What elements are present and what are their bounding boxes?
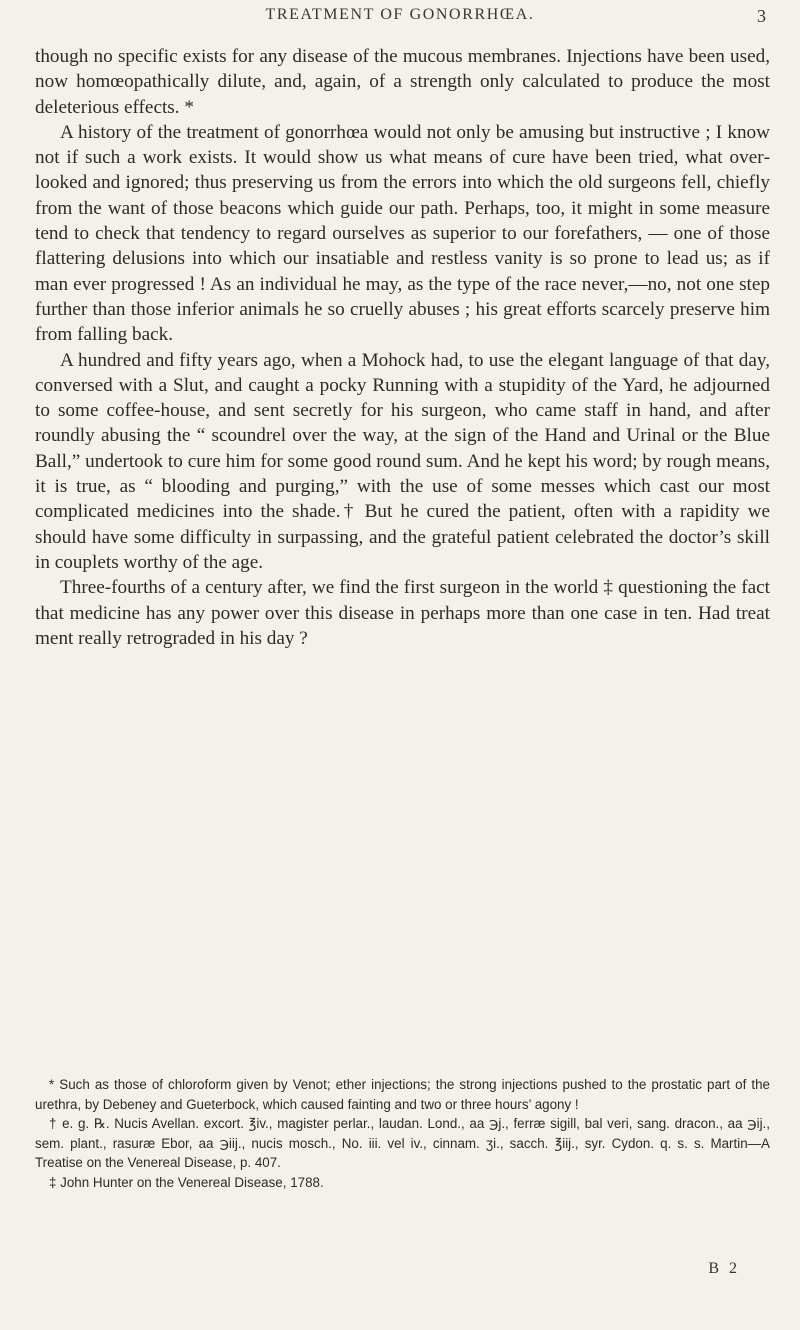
footnotes	[35, 1075, 770, 1193]
footnote: * Such as those of chloroform given by Venot; ether injections; the strong injections pushed to the prostatic part of the urethra, by Debeney and Gueterbock, which caused fainting and two or three hours’ agony !	[35, 1077, 770, 1112]
paragraph: though no specific exists for any disease of the mucous membranes. Injections have been used, now homœopathically dilute, and, again, of a strength only calculated to produce the most deleterious effects. *	[35, 46, 770, 118]
paragraph: A hundred and fifty years ago, when a Mohock had, to use the elegant language of that day, conversed with a Slut, and caught a pocky Running with a stupidity of the Yard, he adjourned to some coffee-house, and sent secretly for his surgeon, who came staff in hand, and after roundly abusing the “ scoundrel over the way, at the sign of the Hand and Urinal or the Blue Ball,” undertook to cure him for some good round sum. And he kept his word; by rough means, it is true, as “ blooding and purging,” with the use of some messes which cast our most complicated medicines into the shade.† But he cured the patient, often with a rapidity we should have some difficulty in surpassing, and the grateful patient celebrated the doctor’s skill in couplets worthy of the age.	[35, 349, 770, 573]
paragraph: A history of the treatment of gonorrhœa would not only be amusing but instructive ; I know not if such a work exists. It would show us what means of cure have been tried, what overlooked and ignored; thus preserving us from the errors into which the old surgeons fell, chiefly from the want of those beacons which guide our path. Perhaps, too, it might in some measure tend to check that tendency to regard ourselves as superior to our forefathers, — one of those flattering delusions into which our insatiable and restless vanity is so prone to lead us; as if man ever progressed ! As an individual he may, as the type of the race never,—no, not one step further than those inferior animals he so cruelly abuses ; his great efforts scarcely preserve him from falling back.	[35, 121, 770, 346]
body-text	[35, 44, 770, 651]
footnote: ‡ John Hunter on the Venereal Disease, 1788.	[49, 1174, 324, 1190]
running-title: TREATMENT OF GONORRHŒA.	[265, 6, 535, 23]
paragraph: Three-fourths of a century after, we find the first surgeon in the world ‡ questioning the fact that medicine has any power over this disease in perhaps more than one case in ten. Had treat ment really retrograded in his day ?	[35, 577, 770, 649]
signature-mark: B 2	[708, 1260, 740, 1277]
running-head	[0, 6, 800, 32]
page-number: 3	[757, 6, 766, 26]
footnote: † e. g. ℞. Nucis Avellan. excort. ℥iv., magister perlar., laudan. Lond., aa ℈j., ferræ sigill, bal veri, sang. dracon., aa ℈ij., sem. plant., rasuræ Ebor, aa ℈iij., nucis mosch., No. iii. vel iv., cinnam. ʒi., sacch. ℥iij., syr. Cydon. q. s. s. Martin—A Treatise on the Venereal Disease, p. 407.	[35, 1116, 770, 1171]
